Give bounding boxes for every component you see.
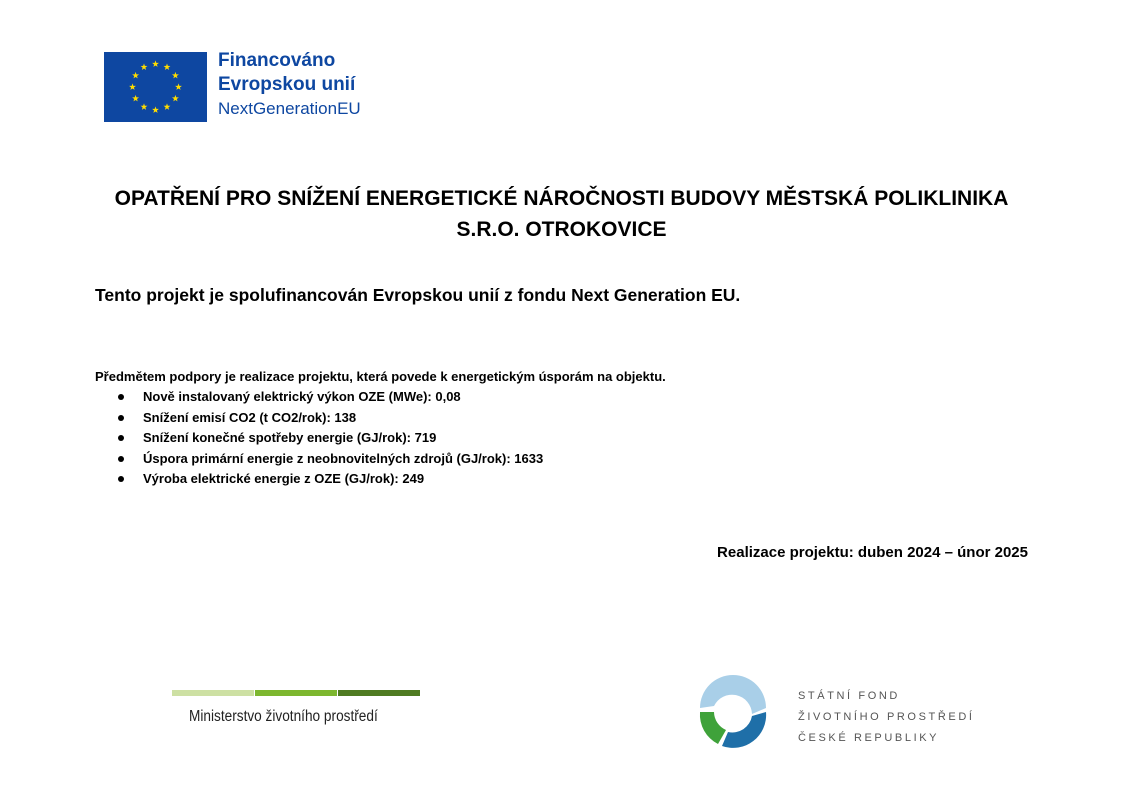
- ministry-logo-text: Ministerstvo životního prostředí: [189, 708, 378, 725]
- eu-funding-text: [218, 49, 361, 121]
- ministry-logo: [172, 690, 422, 735]
- page-title-line2: S.R.O. OTROKOVICE: [456, 218, 667, 241]
- subject-statement: Předmětem podpory je realizace projektu, která povede k energetickým úsporám na objektu.: [95, 369, 666, 384]
- ministry-bar-mid: [255, 690, 337, 696]
- eu-star-icon: [132, 95, 139, 102]
- eu-flag-icon: [104, 52, 207, 122]
- sfzp-arc-dark: [722, 712, 766, 748]
- indicator-item: Úspora primární energie z neobnovitelných zdrojů (GJ/rok): 1633: [95, 449, 543, 470]
- eu-star-icon: [172, 95, 179, 102]
- eu-star-icon: [172, 72, 179, 79]
- cofinanced-statement: Tento projekt je spolufinancován Evropskou unií z fondu Next Generation EU.: [95, 285, 741, 305]
- eu-star-icon: [164, 103, 171, 110]
- eu-star-icon: [129, 83, 136, 90]
- page-title: [60, 183, 1063, 245]
- eu-funding-logo: [104, 47, 404, 127]
- eu-funding-line1: Financováno: [218, 50, 336, 71]
- eu-stars: [104, 52, 207, 122]
- indicator-item: Výroba elektrické energie z OZE (GJ/rok): 249: [95, 469, 543, 490]
- indicator-item: Nově instalovaný elektrický výkon OZE (MWe): 0,08: [95, 387, 543, 408]
- eu-star-icon: [152, 106, 159, 113]
- sfzp-line1: STÁTNÍ FOND: [798, 690, 900, 702]
- sfzp-line2: ŽIVOTNÍHO PROSTŘEDÍ: [798, 711, 975, 723]
- eu-star-icon: [141, 103, 148, 110]
- ministry-bar-dark: [338, 690, 420, 696]
- eu-star-icon: [164, 63, 171, 70]
- page-title-line1: OPATŘENÍ PRO SNÍŽENÍ ENERGETICKÉ NÁROČNOSTI BUDOVY MĚSTSKÁ POLIKLINIKA: [114, 187, 1009, 210]
- eu-star-icon: [152, 60, 159, 67]
- indicator-item: Snížení konečné spotřeby energie (GJ/rok): 719: [95, 428, 543, 449]
- ministry-logo-bars: [172, 690, 420, 696]
- indicator-item: Snížení emisí CO2 (t CO2/rok): 138: [95, 408, 543, 429]
- eu-star-icon: [141, 63, 148, 70]
- eu-star-icon: [175, 83, 182, 90]
- sfzp-arc-light: [700, 675, 766, 714]
- eu-funding-line2: Evropskou unií: [218, 74, 356, 95]
- eu-star-icon: [132, 72, 139, 79]
- indicator-list: [95, 387, 543, 490]
- sfzp-emblem-icon: [692, 672, 774, 754]
- sfzp-arc-green: [700, 712, 726, 744]
- ministry-bar-light: [172, 690, 254, 696]
- eu-funding-line3: NextGenerationEU: [218, 99, 361, 118]
- sfzp-line3: ČESKÉ REPUBLIKY: [798, 732, 940, 744]
- realization-period: Realizace projektu: duben 2024 – únor 2025: [717, 544, 1028, 561]
- sfzp-logo-text: [798, 686, 975, 749]
